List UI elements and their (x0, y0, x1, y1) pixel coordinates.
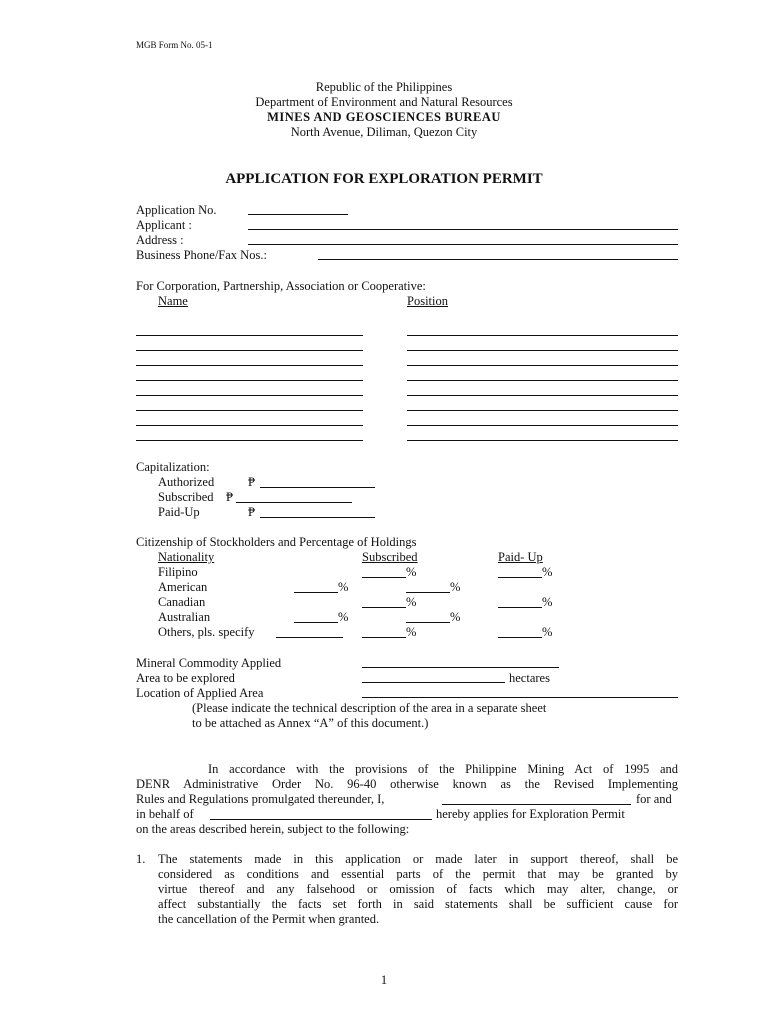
header-department: Department of Environment and Natural Resources (255, 95, 513, 109)
behalf-of-field[interactable] (210, 819, 432, 820)
percent-sign: % (406, 625, 417, 639)
item-line-last: the cancellation of the Permit when granted. (158, 912, 380, 926)
citizenship-label: Citizenship of Stockholders and Percentage of Holdings (136, 535, 417, 549)
filipino-paidup-field[interactable] (498, 577, 542, 578)
percent-sign: % (450, 610, 461, 624)
american-paidup-field[interactable] (406, 592, 450, 593)
position-column-header: Position (407, 294, 448, 308)
percent-sign: % (450, 580, 461, 594)
others-subscribed-field[interactable] (362, 637, 406, 638)
subscribed-label: Subscribed (158, 490, 214, 504)
others-label: Others, pls. specify (158, 625, 255, 639)
name-line[interactable] (136, 380, 363, 381)
canadian-paidup-field[interactable] (498, 607, 542, 608)
application-no-field[interactable] (248, 214, 348, 215)
nationality-column-header: Nationality (158, 550, 215, 564)
phone-label: Business Phone/Fax Nos.: (136, 248, 267, 262)
percent-sign: % (338, 580, 349, 594)
capitalization-label: Capitalization: (136, 460, 210, 474)
name-line[interactable] (136, 425, 363, 426)
body-line-4a: in behalf of (136, 807, 194, 821)
body-line: DENR Administrative Order No. 96-40 otherwise known as the Revised Implementing (136, 777, 678, 791)
corporation-label: For Corporation, Partnership, Association or Cooperative: (136, 279, 426, 293)
canadian-label: Canadian (158, 595, 206, 609)
peso-sign: ₱ (248, 505, 255, 519)
paidup-column-header: Paid- Up (498, 550, 543, 564)
page-number: 1 (380, 973, 388, 987)
filipino-label: Filipino (158, 565, 198, 579)
percent-sign: % (542, 595, 553, 609)
location-label: Location of Applied Area (136, 686, 264, 700)
item-line: The statements made in this application or made later in support thereof, shall be (158, 852, 678, 866)
hectares-label: hectares (509, 671, 550, 685)
location-note-2: to be attached as Annex “A” of this document.) (192, 716, 429, 730)
position-line[interactable] (407, 350, 678, 351)
subscribed-column-header: Subscribed (362, 550, 418, 564)
position-line[interactable] (407, 395, 678, 396)
item-line: virtue thereof and any falsehood or omission of facts which may alter, change, or (158, 882, 678, 896)
application-no-label: Application No. (136, 203, 217, 217)
position-line[interactable] (407, 335, 678, 336)
applicant-label: Applicant : (136, 218, 192, 232)
position-line[interactable] (407, 440, 678, 441)
percent-sign: % (406, 565, 417, 579)
form-number: MGB Form No. 05-1 (136, 40, 213, 50)
applicant-field[interactable] (248, 229, 678, 230)
phone-field[interactable] (318, 259, 678, 260)
header-republic: Republic of the Philippines (315, 80, 453, 94)
page-title: APPLICATION FOR EXPLORATION PERMIT (225, 171, 543, 187)
item-line: considered as conditions and essential parts of the permit that may be granted by (158, 867, 678, 881)
applicant-name-field[interactable] (442, 804, 631, 805)
header-bureau: MINES AND GEOSCIENCES BUREAU (267, 110, 501, 124)
body-line-4b: hereby applies for Exploration Permit (436, 807, 625, 821)
paidup-field[interactable] (260, 517, 375, 518)
name-line[interactable] (136, 350, 363, 351)
position-line[interactable] (407, 365, 678, 366)
percent-sign: % (542, 625, 553, 639)
name-line[interactable] (136, 410, 363, 411)
name-line[interactable] (136, 395, 363, 396)
peso-sign: ₱ (226, 490, 233, 504)
address-field[interactable] (248, 244, 678, 245)
subscribed-field[interactable] (236, 502, 352, 503)
body-line-3a: Rules and Regulations promulgated thereunder, I, (136, 792, 385, 806)
position-line[interactable] (407, 410, 678, 411)
area-field[interactable] (362, 682, 505, 683)
australian-paidup-field[interactable] (406, 622, 450, 623)
australian-label: Australian (158, 610, 211, 624)
canadian-subscribed-field[interactable] (362, 607, 406, 608)
body-line: In accordance with the provisions of the Philippine Mining Act of 1995 and (208, 762, 678, 776)
authorized-field[interactable] (260, 487, 375, 488)
percent-sign: % (338, 610, 349, 624)
area-label: Area to be explored (136, 671, 235, 685)
name-line[interactable] (136, 365, 363, 366)
filipino-subscribed-field[interactable] (362, 577, 406, 578)
body-line-5: on the areas described herein, subject to the following: (136, 822, 410, 836)
item-number: 1. (136, 852, 146, 866)
american-subscribed-field[interactable] (294, 592, 338, 593)
others-paidup-field[interactable] (498, 637, 542, 638)
peso-sign: ₱ (248, 475, 255, 489)
position-line[interactable] (407, 380, 678, 381)
item-line: affect substantially the facts set forth in said statements shall be sufficient cause for (158, 897, 678, 911)
location-field[interactable] (362, 697, 678, 698)
others-specify-field[interactable] (276, 637, 343, 638)
paidup-label: Paid-Up (158, 505, 200, 519)
header-address: North Avenue, Diliman, Quezon City (290, 125, 478, 139)
name-line[interactable] (136, 440, 363, 441)
name-line[interactable] (136, 335, 363, 336)
location-note-1: (Please indicate the technical description of the area in a separate sheet (192, 701, 547, 715)
position-line[interactable] (407, 425, 678, 426)
commodity-label: Mineral Commodity Applied (136, 656, 282, 670)
address-label: Address : (136, 233, 184, 247)
commodity-field[interactable] (362, 667, 559, 668)
body-line-3b: for and (636, 792, 672, 806)
name-column-header: Name (158, 294, 188, 308)
australian-subscribed-field[interactable] (294, 622, 338, 623)
authorized-label: Authorized (158, 475, 215, 489)
american-label: American (158, 580, 208, 594)
percent-sign: % (542, 565, 553, 579)
percent-sign: % (406, 595, 417, 609)
